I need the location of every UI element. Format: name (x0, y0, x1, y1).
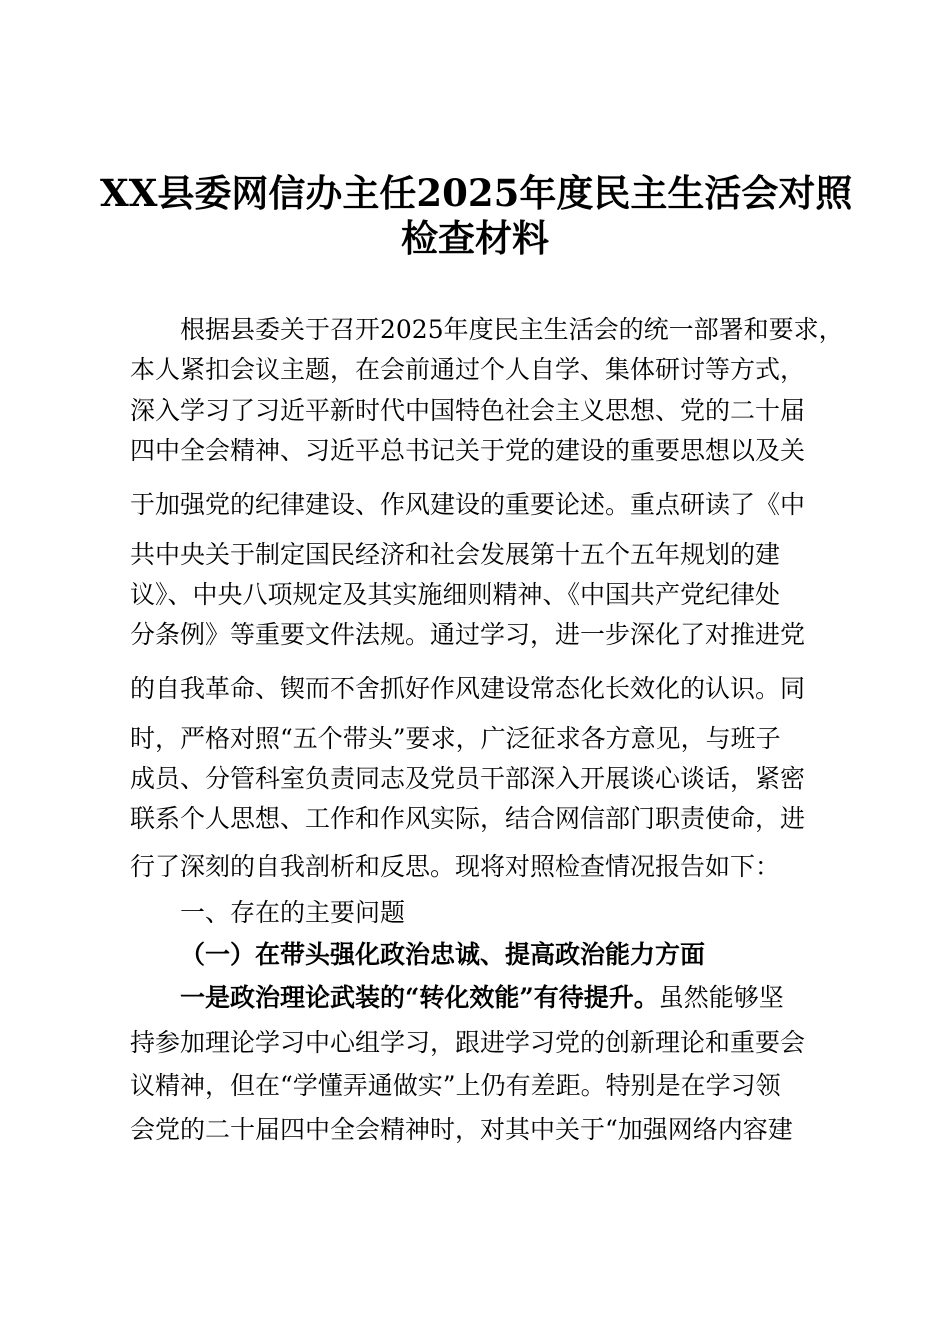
body-line-11: 成员、分管科室负责同志及党员干部深入开展谈心谈话，紧密 (130, 764, 806, 793)
point-1-first-line (180, 983, 784, 1013)
body-line-1: 根据县委关于召开2025年度民主生活会的统一部署和要求， (180, 315, 844, 344)
section-heading-1: 一、存在的主要问题 (180, 898, 406, 927)
point-1-lead: 一是政治理论武装的“转化效能”有待提升。 (180, 983, 659, 1012)
subsection-heading-1-1: （一）在带头强化政治忠诚、提高政治能力方面 (180, 940, 706, 969)
body-line-2: 本人紧扣会议主题，在会前通过个人自学、集体研讨等方式， (130, 355, 806, 384)
body-line-4: 四中全会精神、习近平总书记关于党的建设的重要思想以及关 (130, 436, 806, 465)
body-line-12: 联系个人思想、工作和作风实际，结合网信部门职责使命，进 (130, 804, 806, 833)
document-title-line-2: 检查材料 (401, 216, 549, 260)
body-line-10: 时，严格对照“五个带头”要求，广泛征求各方意见，与班子 (130, 724, 781, 753)
point-1-text: 虽然能够坚 (658, 983, 784, 1012)
point-1-line-2: 持参加理论学习中心组学习，跟进学习党的创新理论和重要会 (130, 1028, 806, 1057)
document-title-line-1: XX县委网信办主任2025年度民主生活会对照 (100, 171, 853, 215)
body-line-6: 共中央关于制定国民经济和社会发展第十五个五年规划的建 (130, 540, 781, 569)
body-line-3: 深入学习了习近平新时代中国特色社会主义思想、党的二十届 (130, 396, 806, 425)
body-line-5: 于加强党的纪律建设、作风建设的重要论述。重点研读了《中 (130, 490, 806, 519)
body-line-13: 行了深刻的自我剖析和反思。现将对照检查情况报告如下： (130, 852, 781, 881)
point-1-line-4: 会党的二十届四中全会精神时，对其中关于“加强网络内容建 (130, 1115, 793, 1144)
body-line-8: 分条例》等重要文件法规。通过学习，进一步深化了对推进党 (130, 620, 806, 649)
point-1-line-3: 议精神，但在“学懂弄通做实”上仍有差距。特别是在学习领 (130, 1071, 781, 1100)
body-line-9: 的自我革命、锲而不舍抓好作风建设常态化长效化的认识。同 (130, 674, 806, 703)
body-line-7: 议》、中央八项规定及其实施细则精神、《中国共产党纪律处 (130, 580, 781, 609)
